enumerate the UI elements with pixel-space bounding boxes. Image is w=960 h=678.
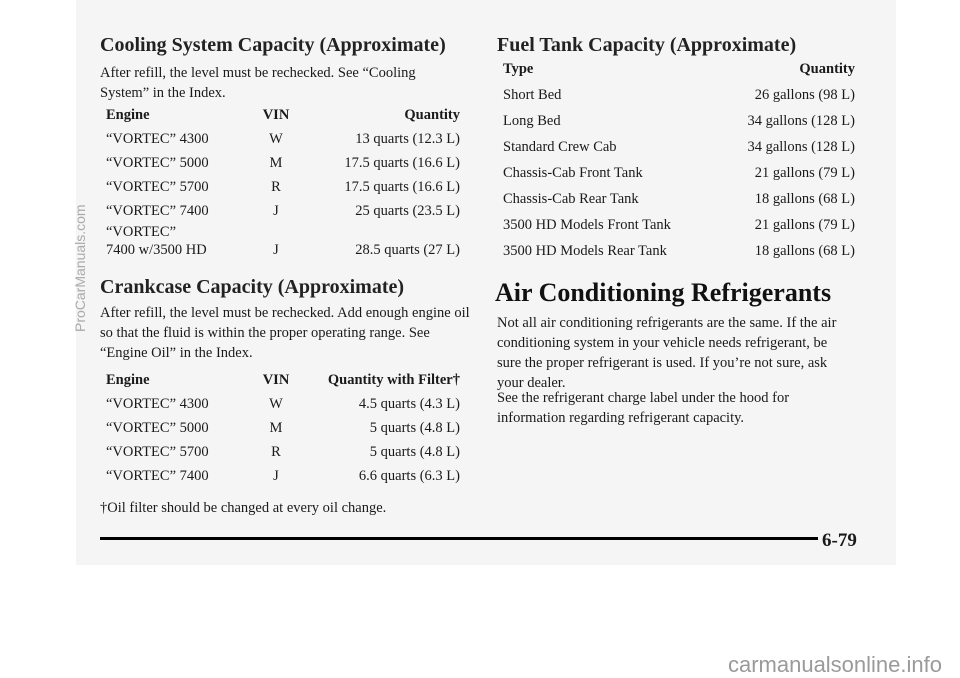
cooling-row-engine: “VORTEC” 4300 xyxy=(106,131,209,147)
crankcase-row-vin: J xyxy=(273,468,279,484)
crankcase-intro: After refill, the level must be rechecked. Add enough engine oil so that the fluid is within the proper operating range. See “Engine Oil” in the Index. xyxy=(100,305,470,361)
bottom-watermark: carmanualsonline.info xyxy=(727,652,942,677)
crankcase-title: Crankcase Capacity (Approximate) xyxy=(100,276,405,298)
cooling-row-engine-cont: 7400 w/3500 HD xyxy=(106,242,207,258)
fuel-row-qty: 21 gallons (79 L) xyxy=(754,217,855,233)
fuel-row-type: Standard Crew Cab xyxy=(503,139,617,155)
cooling-row-engine: “VORTEC” 5000 xyxy=(106,155,209,171)
fuel-header-type: Type xyxy=(503,61,534,77)
crankcase-row-qty: 6.6 quarts (6.3 L) xyxy=(358,468,460,484)
fuel-row-qty: 26 gallons (98 L) xyxy=(754,87,855,103)
side-watermark: ProCarManuals.com xyxy=(72,204,88,332)
fuel-row-type: Long Bed xyxy=(503,113,561,129)
fuel-row-qty: 34 gallons (128 L) xyxy=(747,139,855,155)
cooling-row-engine: “VORTEC” xyxy=(106,224,177,240)
fuel-title: Fuel Tank Capacity (Approximate) xyxy=(497,34,797,56)
fuel-row-qty: 21 gallons (79 L) xyxy=(754,165,855,181)
footer-rule xyxy=(100,537,818,540)
crankcase-row-vin: R xyxy=(271,444,281,460)
cooling-row-vin: M xyxy=(269,155,283,171)
crankcase-row-engine: “VORTEC” 4300 xyxy=(106,396,209,412)
fuel-row-type: 3500 HD Models Rear Tank xyxy=(503,243,667,259)
crankcase-row-engine: “VORTEC” 5000 xyxy=(106,420,209,436)
fuel-header-quantity: Quantity xyxy=(799,61,855,77)
cooling-intro: After refill, the level must be rechecked. See “Cooling System” in the Index. xyxy=(100,65,416,101)
page-number: 6-79 xyxy=(822,530,857,551)
crankcase-footnote: †Oil filter should be changed at every oil change. xyxy=(100,500,387,516)
fuel-row-qty: 18 gallons (68 L) xyxy=(754,243,855,259)
fuel-row-type: Short Bed xyxy=(503,87,562,103)
ac-para-2: See the refrigerant charge label under the hood for information regarding refrigerant capacity. xyxy=(497,390,790,426)
crankcase-row-vin: M xyxy=(269,420,283,436)
fuel-row-type: Chassis-Cab Rear Tank xyxy=(503,191,639,207)
cooling-row-vin: J xyxy=(273,242,279,258)
ac-title: Air Conditioning Refrigerants xyxy=(495,278,832,307)
crankcase-row-qty: 5 quarts (4.8 L) xyxy=(369,420,460,436)
crankcase-row-qty: 5 quarts (4.8 L) xyxy=(369,444,460,460)
cooling-row-qty: 17.5 quarts (16.6 L) xyxy=(344,155,460,171)
cooling-header-engine: Engine xyxy=(106,107,150,123)
cooling-row-vin: R xyxy=(271,179,281,195)
fuel-row-qty: 18 gallons (68 L) xyxy=(754,191,855,207)
crankcase-row-engine: “VORTEC” 7400 xyxy=(106,468,209,484)
cooling-row-vin: J xyxy=(273,203,279,219)
cooling-row-engine: “VORTEC” 7400 xyxy=(106,203,209,219)
cooling-title: Cooling System Capacity (Approximate) xyxy=(100,34,446,56)
cooling-row-engine: “VORTEC” 5700 xyxy=(106,179,209,195)
ac-para-1: Not all air conditioning refrigerants are the same. If the air conditioning system in your vehicle needs refrigerant, be sure the proper refrigerant is used. If you’re not sure, ask your dealer. xyxy=(497,315,837,391)
cooling-header-vin: VIN xyxy=(262,107,290,123)
cooling-row-vin: W xyxy=(269,131,283,147)
fuel-row-type: 3500 HD Models Front Tank xyxy=(503,217,671,233)
fuel-row-type: Chassis-Cab Front Tank xyxy=(503,165,643,181)
cooling-row-qty: 25 quarts (23.5 L) xyxy=(355,203,460,219)
cooling-header-quantity: Quantity xyxy=(404,107,460,123)
crankcase-header-vin: VIN xyxy=(262,372,290,388)
crankcase-row-qty: 4.5 quarts (4.3 L) xyxy=(358,396,460,412)
cooling-row-qty: 28.5 quarts (27 L) xyxy=(355,242,460,258)
cooling-row-qty: 13 quarts (12.3 L) xyxy=(355,131,460,147)
fuel-row-qty: 34 gallons (128 L) xyxy=(747,113,855,129)
crankcase-header-engine: Engine xyxy=(106,372,150,388)
cooling-row-qty: 17.5 quarts (16.6 L) xyxy=(344,179,460,195)
crankcase-row-engine: “VORTEC” 5700 xyxy=(106,444,209,460)
crankcase-header-quantity: Quantity with Filter† xyxy=(327,372,460,388)
crankcase-row-vin: W xyxy=(269,396,283,412)
